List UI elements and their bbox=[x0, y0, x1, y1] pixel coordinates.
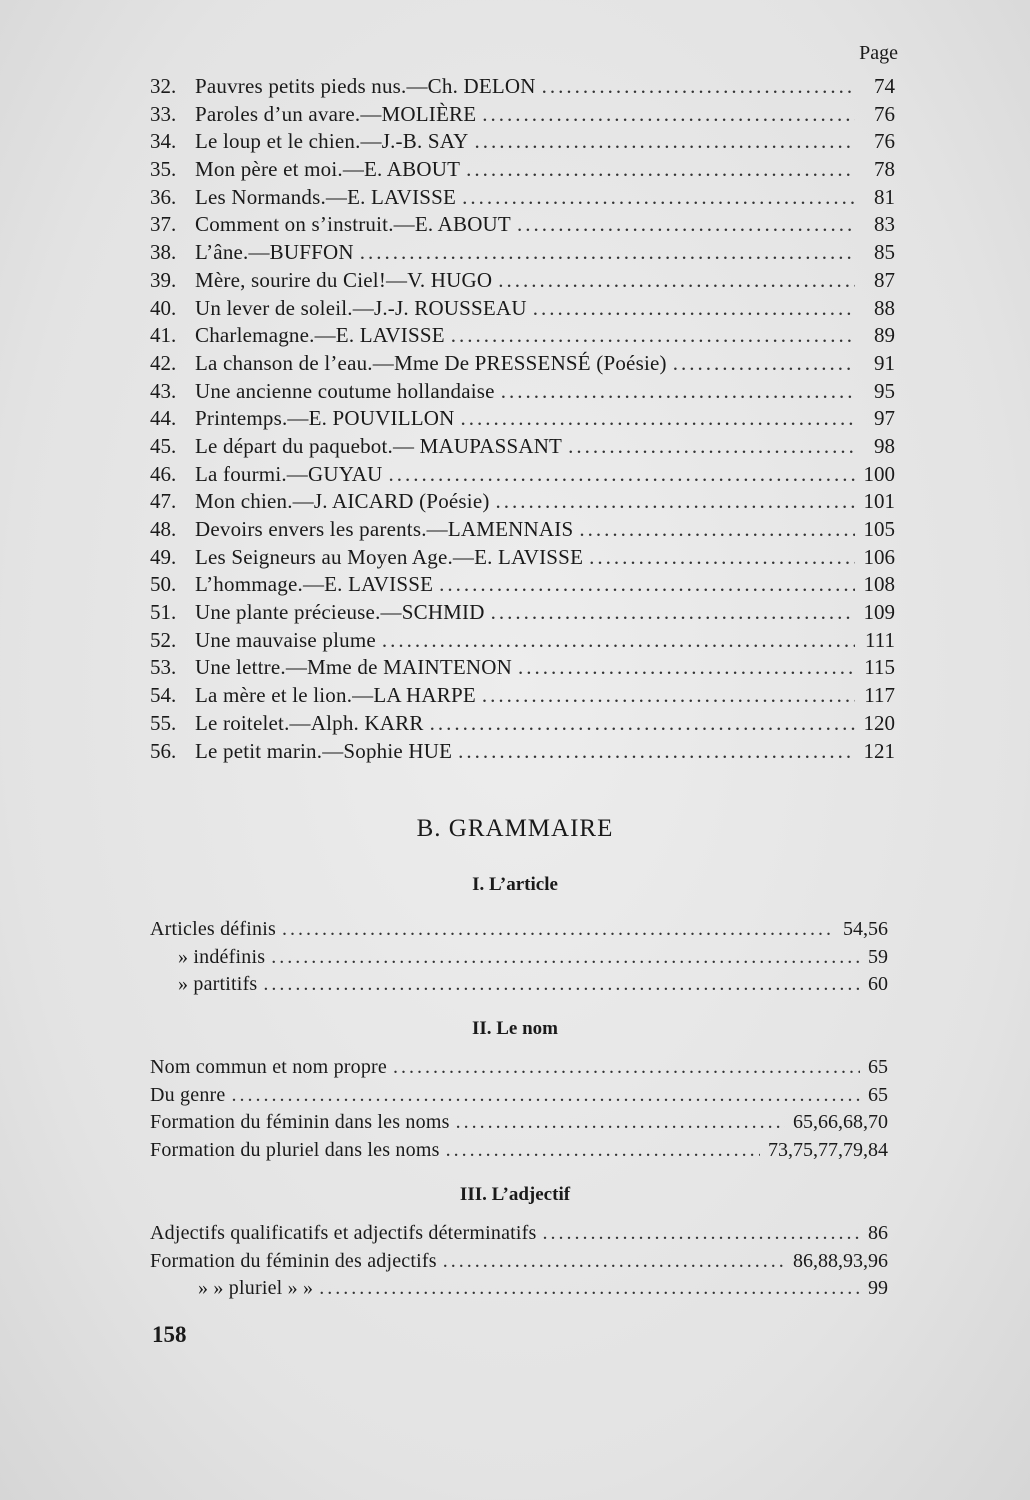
dot-leader bbox=[458, 739, 855, 764]
index-entry bbox=[150, 946, 888, 974]
entry-title: La fourmi.—GUYAU bbox=[195, 461, 383, 486]
index-pages: 73,75,77,79,84 bbox=[768, 1138, 888, 1161]
entry-title: La mère et le lion.—LA HARPE bbox=[195, 683, 476, 708]
index-pages: 65 bbox=[868, 1056, 888, 1078]
index-label: Du genre bbox=[150, 1083, 226, 1106]
index-label: Formation du féminin dans les noms bbox=[150, 1111, 450, 1133]
entry-title: Une mauvaise plume bbox=[195, 627, 376, 652]
dot-leader bbox=[271, 946, 860, 969]
entry-page: 88 bbox=[874, 295, 895, 320]
entry-number: 47. bbox=[150, 489, 177, 514]
index-entry bbox=[150, 1056, 888, 1084]
entry-title: Comment on s’instruit.—E. ABOUT bbox=[195, 212, 511, 237]
dot-leader bbox=[231, 1084, 860, 1107]
reading-entry bbox=[150, 157, 895, 185]
readings-list bbox=[150, 74, 895, 766]
entry-title: Devoirs envers les parents.—LAMENNAIS bbox=[195, 517, 574, 541]
index-entry bbox=[150, 1139, 888, 1167]
dot-leader bbox=[446, 1139, 760, 1162]
entry-title: Mon père et moi.—E. ABOUT bbox=[195, 157, 461, 182]
entry-page: 101 bbox=[863, 489, 895, 514]
index-label: Nom commun et nom propre bbox=[150, 1056, 387, 1078]
article-index bbox=[150, 918, 888, 1001]
reading-entry bbox=[150, 462, 895, 490]
reading-entry bbox=[150, 655, 895, 683]
dot-leader bbox=[462, 185, 855, 210]
entry-number: 33. bbox=[150, 101, 177, 126]
entry-title: Le petit marin.—Sophie HUE bbox=[195, 738, 453, 763]
entry-number: 45. bbox=[150, 433, 177, 458]
reading-entry bbox=[150, 517, 895, 545]
dot-leader bbox=[319, 1277, 860, 1300]
dot-leader bbox=[542, 74, 855, 99]
dot-leader bbox=[496, 489, 855, 514]
dot-leader bbox=[430, 711, 855, 736]
dot-leader bbox=[360, 240, 855, 265]
reading-entry bbox=[150, 600, 895, 628]
index-entry bbox=[150, 918, 888, 946]
index-pages: 86,88,93,96 bbox=[793, 1249, 888, 1272]
page-column-heading: Page bbox=[859, 42, 898, 64]
entry-number: 37. bbox=[150, 212, 177, 237]
entry-number: 44. bbox=[150, 406, 177, 431]
adjective-index bbox=[150, 1222, 888, 1305]
dot-leader bbox=[579, 517, 855, 542]
index-pages: 65 bbox=[868, 1083, 888, 1106]
entry-number: 35. bbox=[150, 157, 177, 182]
reading-entry bbox=[150, 185, 895, 213]
entry-title: Charlemagne.—E. LAVISSE bbox=[195, 323, 445, 348]
reading-entry bbox=[150, 572, 895, 600]
entry-page: 87 bbox=[874, 267, 895, 292]
entry-page: 120 bbox=[863, 710, 895, 735]
entry-number: 54. bbox=[150, 683, 177, 708]
entry-number: 40. bbox=[150, 295, 177, 320]
reading-entry bbox=[150, 628, 895, 656]
entry-number: 49. bbox=[150, 544, 177, 569]
dot-leader bbox=[543, 1222, 860, 1245]
entry-page: 81 bbox=[874, 184, 895, 209]
dot-leader bbox=[466, 157, 855, 182]
entry-title: Paroles d’un avare.—MOLIÈRE bbox=[195, 101, 477, 126]
entry-title: L’hommage.—E. LAVISSE bbox=[195, 572, 434, 597]
entry-number: 48. bbox=[150, 517, 177, 541]
entry-title: La chanson de l’eau.—Mme De PRESSENSÉ (Poésie) bbox=[195, 350, 667, 375]
noun-index bbox=[150, 1056, 888, 1166]
adjective-heading: III. L’adjectif bbox=[459, 1184, 571, 1205]
reading-entry bbox=[150, 102, 895, 130]
entry-title: Une plante précieuse.—SCHMID bbox=[195, 600, 485, 625]
entry-number: 41. bbox=[150, 323, 177, 348]
dot-leader bbox=[518, 655, 855, 680]
index-pages: 65,66,68,70 bbox=[793, 1111, 888, 1133]
reading-entry bbox=[150, 434, 895, 462]
index-label: » » pluriel » » bbox=[198, 1277, 314, 1299]
entry-number: 51. bbox=[150, 600, 177, 625]
entry-title: Le roitelet.—Alph. KARR bbox=[195, 710, 424, 735]
entry-title: Le loup et le chien.—J.-B. SAY bbox=[195, 129, 469, 154]
entry-page: 76 bbox=[874, 101, 895, 126]
index-entry bbox=[150, 1250, 888, 1278]
dot-leader bbox=[456, 1111, 785, 1134]
index-label: Adjectifs qualificatifs et adjectifs déterminatifs bbox=[150, 1222, 537, 1244]
entry-number: 39. bbox=[150, 267, 177, 292]
entry-title: Les Normands.—E. LAVISSE bbox=[195, 184, 457, 209]
reading-entry bbox=[150, 489, 895, 517]
index-entry bbox=[150, 1222, 888, 1250]
reading-entry bbox=[150, 739, 895, 767]
entry-page: 115 bbox=[864, 655, 895, 680]
dot-leader bbox=[263, 973, 860, 996]
entry-number: 34. bbox=[150, 129, 177, 154]
entry-page: 111 bbox=[865, 627, 895, 652]
index-label: Formation du pluriel dans les noms bbox=[150, 1138, 440, 1161]
dot-leader bbox=[491, 600, 855, 625]
dot-leader bbox=[517, 212, 855, 237]
entry-page: 106 bbox=[863, 544, 895, 569]
dot-leader bbox=[382, 628, 855, 653]
reading-entry bbox=[150, 240, 895, 268]
entry-page: 85 bbox=[874, 240, 895, 265]
index-entry bbox=[150, 1277, 888, 1305]
dot-leader bbox=[501, 379, 855, 404]
entry-page: 121 bbox=[863, 738, 895, 763]
entry-number: 32. bbox=[150, 74, 177, 98]
entry-page: 109 bbox=[863, 600, 895, 625]
reading-entry bbox=[150, 323, 895, 351]
page-number: 158 bbox=[152, 1322, 187, 1347]
article-heading: I. L’article bbox=[472, 874, 558, 895]
index-label: » partitifs bbox=[178, 973, 258, 995]
reading-entry bbox=[150, 74, 895, 102]
entry-number: 56. bbox=[150, 738, 177, 763]
reading-entry bbox=[150, 351, 895, 379]
entry-number: 38. bbox=[150, 240, 177, 265]
entry-number: 43. bbox=[150, 378, 177, 403]
reading-entry bbox=[150, 711, 895, 739]
entry-page: 76 bbox=[874, 129, 895, 154]
entry-page: 117 bbox=[864, 683, 895, 708]
index-pages: 59 bbox=[868, 945, 888, 968]
index-label: Formation du féminin des adjectifs bbox=[150, 1249, 437, 1272]
entry-title: L’âne.—BUFFON bbox=[195, 240, 354, 265]
entry-title: Mon chien.—J. AICARD (Poésie) bbox=[195, 489, 490, 514]
dot-leader bbox=[443, 1250, 785, 1273]
index-pages: 86 bbox=[868, 1222, 888, 1244]
entry-number: 53. bbox=[150, 655, 177, 680]
reading-entry bbox=[150, 129, 895, 157]
reading-entry bbox=[150, 379, 895, 407]
index-pages: 99 bbox=[868, 1277, 888, 1299]
entry-number: 52. bbox=[150, 627, 177, 652]
reading-entry bbox=[150, 683, 895, 711]
index-pages: 60 bbox=[868, 973, 888, 995]
entry-page: 98 bbox=[874, 433, 895, 458]
entry-title: Mère, sourire du Ciel!—V. HUGO bbox=[195, 267, 493, 292]
entry-title: Les Seigneurs au Moyen Age.—E. LAVISSE bbox=[195, 544, 584, 569]
reading-entry bbox=[150, 296, 895, 324]
entry-title: Printemps.—E. POUVILLON bbox=[195, 406, 455, 431]
entry-number: 50. bbox=[150, 572, 177, 597]
entry-page: 83 bbox=[874, 212, 895, 237]
dot-leader bbox=[568, 434, 855, 459]
entry-title: Une ancienne coutume hollandaise bbox=[195, 378, 495, 403]
index-entry bbox=[150, 1084, 888, 1112]
entry-number: 36. bbox=[150, 184, 177, 209]
dot-leader bbox=[482, 102, 855, 127]
dot-leader bbox=[673, 351, 855, 376]
entry-title: Le départ du paquebot.— MAUPASSANT bbox=[195, 433, 563, 458]
entry-title: Une lettre.—Mme de MAINTENON bbox=[195, 655, 513, 680]
entry-page: 74 bbox=[874, 74, 895, 98]
grammar-section-title: B. GRAMMAIRE bbox=[416, 815, 614, 842]
index-label: » indéfinis bbox=[178, 945, 266, 968]
entry-page: 89 bbox=[874, 323, 895, 348]
dot-leader bbox=[389, 462, 855, 487]
reading-entry bbox=[150, 268, 895, 296]
dot-leader bbox=[482, 683, 855, 708]
entry-title: Un lever de soleil.—J.-J. ROUSSEAU bbox=[195, 295, 527, 320]
dot-leader bbox=[589, 545, 855, 570]
entry-page: 97 bbox=[874, 406, 895, 431]
dot-leader bbox=[393, 1056, 860, 1079]
entry-page: 105 bbox=[863, 517, 895, 541]
dot-leader bbox=[451, 323, 855, 348]
entry-page: 95 bbox=[874, 378, 895, 403]
dot-leader bbox=[533, 296, 855, 321]
index-entry bbox=[150, 1111, 888, 1139]
noun-heading: II. Le nom bbox=[471, 1018, 559, 1039]
reading-entry bbox=[150, 545, 895, 573]
reading-entry bbox=[150, 212, 895, 240]
entry-page: 91 bbox=[874, 350, 895, 375]
entry-number: 42. bbox=[150, 350, 177, 375]
entry-page: 78 bbox=[874, 157, 895, 182]
index-entry bbox=[150, 973, 888, 1001]
dot-leader bbox=[498, 268, 855, 293]
dot-leader bbox=[475, 129, 855, 154]
entry-page: 108 bbox=[863, 572, 895, 597]
index-label: Articles définis bbox=[150, 918, 276, 940]
entry-title: Pauvres petits pieds nus.—Ch. DELON bbox=[195, 74, 536, 98]
entry-number: 46. bbox=[150, 461, 177, 486]
dot-leader bbox=[282, 918, 835, 941]
index-pages: 54,56 bbox=[843, 918, 888, 940]
entry-number: 55. bbox=[150, 710, 177, 735]
entry-page: 100 bbox=[863, 461, 895, 486]
dot-leader bbox=[439, 572, 855, 597]
dot-leader bbox=[461, 406, 855, 431]
reading-entry bbox=[150, 406, 895, 434]
